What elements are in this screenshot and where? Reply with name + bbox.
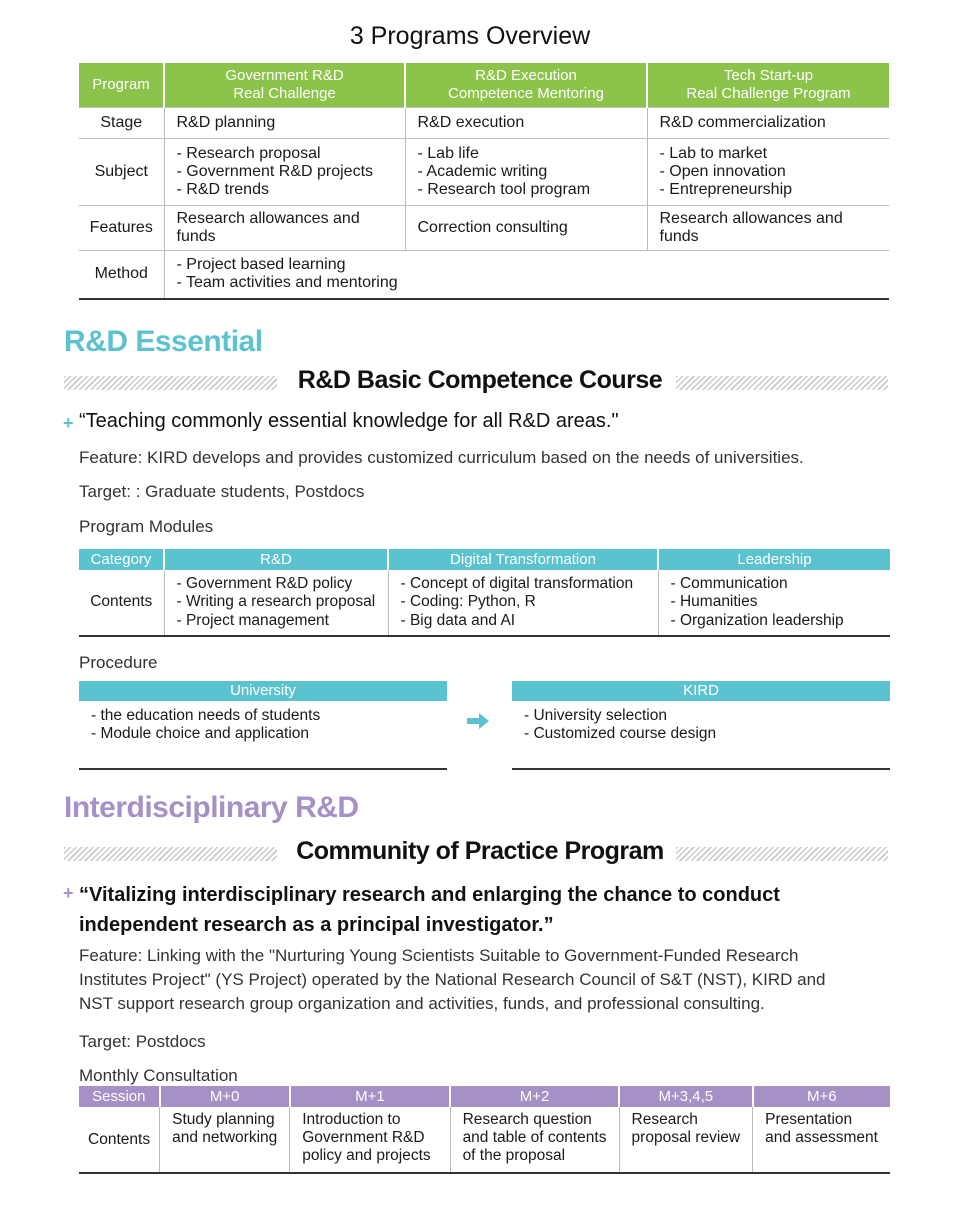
essential-feature: Feature: KIRD develops and provides customized curriculum based on the needs of universities. <box>79 448 804 467</box>
procedure-kird-box <box>512 681 890 770</box>
list-item: - University selection <box>524 707 667 724</box>
table-cell: Research allowances and funds <box>647 205 889 250</box>
list-item: Government R&D <box>302 1129 425 1146</box>
list-item: policy and projects <box>302 1147 431 1164</box>
right-arrow-icon <box>466 712 490 730</box>
table-header-row <box>79 549 890 570</box>
header-line: R&D Execution <box>475 66 577 84</box>
header-leadership: Leadership <box>658 549 890 570</box>
table-row <box>79 205 889 250</box>
program-modules-table <box>79 549 890 637</box>
list-item: - Government R&D projects <box>176 162 374 180</box>
row-label-subject: Subject <box>79 138 164 205</box>
row-label-contents: Contents <box>79 570 164 636</box>
list-item: - Communication <box>670 574 788 592</box>
interdisciplinary-quote <box>79 880 780 940</box>
programs-overview-table <box>79 63 889 300</box>
table-cell <box>753 1107 890 1173</box>
list-item: - Concept of digital transformation <box>400 574 634 592</box>
table-cell <box>388 570 658 636</box>
interdisciplinary-subtitle: Community of Practice Program <box>296 837 664 865</box>
table-row <box>79 1107 890 1173</box>
list-item: - Organization leadership <box>670 611 844 629</box>
row-label-stage: Stage <box>79 107 164 138</box>
header-program <box>79 63 164 107</box>
header-line: Competence Mentoring <box>448 84 604 102</box>
table-cell <box>164 250 889 299</box>
plus-icon: + <box>63 883 74 903</box>
procedure-kird-title: KIRD <box>512 681 890 701</box>
table-header-row <box>79 63 889 107</box>
monthly-consultation-table <box>79 1086 890 1174</box>
table-cell <box>619 1107 753 1173</box>
list-item: and assessment <box>765 1129 878 1146</box>
header-m1: M+1 <box>290 1086 450 1107</box>
list-item: - Module choice and application <box>91 725 309 742</box>
procedure-university-body <box>79 701 447 770</box>
header-m6: M+6 <box>753 1086 890 1107</box>
header-line: Tech Start-up <box>723 66 814 84</box>
list-item: - Coding: Python, R <box>400 593 536 611</box>
table-row <box>79 107 889 138</box>
header-rd: R&D <box>164 549 388 570</box>
plus-icon: + <box>63 413 74 433</box>
header-line: Real Challenge <box>233 84 336 102</box>
list-item: - Academic writing <box>417 162 548 180</box>
quote-line: “Vitalizing interdisciplinary research and enlarging the chance to conduct <box>79 884 780 906</box>
list-item: - Team activities and mentoring <box>176 274 398 292</box>
feature-line: Institutes Project" (YS Project) operated by the National Research Council of S&T (NST), KIRD and <box>79 970 826 989</box>
row-label-method: Method <box>79 250 164 299</box>
list-item: Introduction to <box>302 1111 401 1128</box>
list-item: - Research tool program <box>417 180 591 198</box>
list-item: - R&D trends <box>176 180 269 198</box>
procedure-university-box <box>79 681 447 770</box>
essential-quote: “Teaching commonly essential knowledge for all R&D areas." <box>79 410 619 432</box>
header-m2: M+2 <box>450 1086 619 1107</box>
list-item: - Project management <box>176 611 329 629</box>
list-item: - Open innovation <box>659 162 786 180</box>
table-cell <box>658 570 890 636</box>
procedure-label: Procedure <box>79 653 158 672</box>
list-item: - Lab to market <box>659 144 768 162</box>
header-digital-transformation: Digital Transformation <box>388 549 658 570</box>
hatch-decoration-right <box>676 376 888 390</box>
list-item: - Customized course design <box>524 725 717 742</box>
essential-heading: R&D Essential <box>64 325 263 358</box>
list-item: Study planning <box>172 1111 275 1128</box>
interdisciplinary-target: Target: Postdocs <box>79 1032 206 1051</box>
table-row <box>79 138 889 205</box>
table-header-row <box>79 1086 890 1107</box>
list-item: of the proposal <box>462 1147 566 1164</box>
table-cell: Research allowances and funds <box>164 205 405 250</box>
header-line: Real Challenge Program <box>686 84 851 102</box>
list-item: Presentation <box>765 1111 853 1128</box>
list-item: and table of contents <box>462 1129 607 1146</box>
row-label-features: Features <box>79 205 164 250</box>
procedure-kird-body <box>512 701 890 770</box>
header-m0: M+0 <box>160 1086 290 1107</box>
list-item: Research question <box>462 1111 592 1128</box>
header-m345: M+3,4,5 <box>619 1086 753 1107</box>
essential-subtitle: R&D Basic Competence Course <box>297 366 663 394</box>
table-cell <box>450 1107 619 1173</box>
consult-label: Monthly Consultation <box>79 1066 238 1085</box>
interdisciplinary-heading: Interdisciplinary R&D <box>64 791 359 824</box>
list-item: and networking <box>172 1129 278 1146</box>
table-cell <box>647 138 889 205</box>
list-item: - the education needs of students <box>91 707 321 724</box>
table-cell <box>164 570 388 636</box>
header-session: Session <box>79 1086 160 1107</box>
header-gov-rd <box>164 63 405 107</box>
table-cell <box>164 138 405 205</box>
header-tech-startup <box>647 63 889 107</box>
list-item: - Writing a research proposal <box>176 593 376 611</box>
table-cell: Correction consulting <box>405 205 647 250</box>
list-item: - Big data and AI <box>400 611 516 629</box>
header-rd-execution <box>405 63 647 107</box>
list-item: - Research proposal <box>176 144 321 162</box>
hatch-decoration-right <box>676 847 888 861</box>
overview-title: 3 Programs Overview <box>349 22 591 50</box>
list-item: - Project based learning <box>176 256 346 274</box>
table-cell <box>405 138 647 205</box>
row-label-contents: Contents <box>79 1107 160 1173</box>
list-item: proposal review <box>631 1129 741 1146</box>
list-item: - Government R&D policy <box>176 574 353 592</box>
table-row <box>79 250 889 299</box>
interdisciplinary-feature <box>79 944 826 1016</box>
procedure-university-title: University <box>79 681 447 701</box>
list-item: - Lab life <box>417 144 479 162</box>
list-item: - Entrepreneurship <box>659 180 793 198</box>
header-line: Program <box>92 75 150 93</box>
essential-target: Target: : Graduate students, Postdocs <box>79 482 365 501</box>
table-cell: R&D planning <box>164 107 405 138</box>
list-item: - Humanities <box>670 593 758 611</box>
modules-label: Program Modules <box>79 517 214 536</box>
header-category: Category <box>79 549 164 570</box>
header-line: Government R&D <box>225 66 344 84</box>
feature-line: NST support research group organization and activities, funds, and professional consulting. <box>79 994 765 1013</box>
table-row <box>79 570 890 636</box>
list-item: Research <box>631 1111 698 1128</box>
table-cell: R&D commercialization <box>647 107 889 138</box>
table-cell: R&D execution <box>405 107 647 138</box>
table-cell <box>160 1107 290 1173</box>
feature-line: Feature: Linking with the "Nurturing Young Scientists Suitable to Government-Funded Research <box>79 946 799 965</box>
table-cell <box>290 1107 450 1173</box>
quote-line: independent research as a principal investigator.” <box>79 914 554 936</box>
